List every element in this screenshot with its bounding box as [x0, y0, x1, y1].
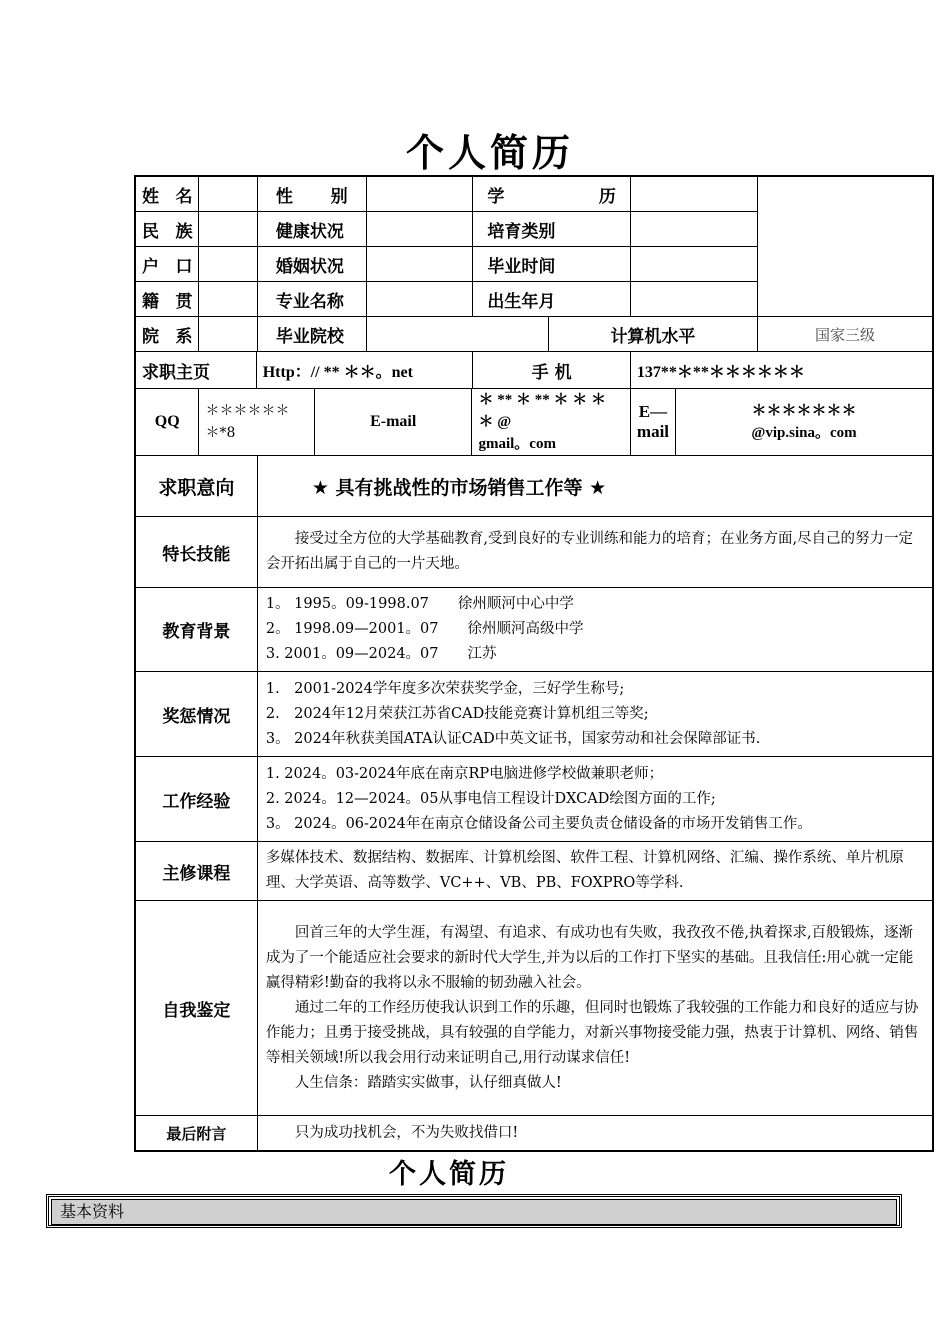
value-email2	[676, 389, 933, 456]
value-homepage: Http：// ** ＊＊。net	[256, 352, 473, 389]
education-line: 3. 2001。09—2024。07 江苏	[265, 646, 497, 662]
value-school	[366, 317, 548, 352]
label-homepage: 求职主页	[135, 352, 256, 389]
email2-line1: ＊＊＊＊＊＊＊	[751, 403, 857, 419]
label-education: 学 历	[473, 176, 631, 212]
value-dept	[199, 317, 257, 352]
value-marital	[366, 247, 473, 282]
resume-table	[134, 175, 934, 1152]
value-birth	[630, 282, 757, 317]
photo-box	[758, 176, 933, 317]
value-native	[199, 282, 257, 317]
label-health: 健康状况	[257, 212, 366, 247]
label-work: 工作经验	[135, 757, 257, 842]
label-awards: 奖惩情况	[135, 672, 257, 757]
value-email1	[472, 389, 630, 456]
work-line: 2. 2024。12—2024。05从事电信工程设计DXCAD绘图方面的工作;	[265, 790, 716, 807]
value-grad-time	[630, 247, 757, 282]
education-line: 1。 1995。09-1998.07 徐州顺河中心中学	[265, 596, 574, 612]
skills-cell	[257, 517, 933, 588]
value-education	[630, 176, 757, 212]
award-line: 1. 2001-2024学年度多次荣获奖学金，三好学生称号;	[265, 680, 625, 697]
email2-line2: @vip.sina。com	[751, 425, 857, 441]
work-line: 1. 2024。03-2024年底在南京RP电脑进修学校做兼职老师；	[265, 765, 664, 782]
skills-text: 接受过全方位的大学基础教育,受到良好的专业训练和能力的培育；在业务方面,尽自己的努力一定会开拓出属于自己的一片天地。	[265, 531, 914, 572]
label-grad-time: 毕业时间	[473, 247, 631, 282]
label-email2: E—mail	[630, 389, 675, 456]
awards-cell	[257, 672, 933, 757]
work-cell	[257, 757, 933, 842]
objective-text: ★ 具有挑战性的市场销售工作等 ★	[257, 456, 933, 517]
label-hukou: 户 口	[135, 247, 199, 282]
label-skills: 特长技能	[135, 517, 257, 588]
label-ethnicity: 民 族	[135, 212, 199, 247]
value-mobile: 137**＊**＊＊＊＊＊＊	[630, 352, 933, 389]
second-page-title: 个人简历	[389, 1159, 509, 1190]
education-cell	[257, 588, 933, 672]
self-cell	[257, 901, 933, 1116]
label-marital: 婚姻状况	[257, 247, 366, 282]
courses-text: 多媒体技术、数据结构、数据库、计算机绘图、软件工程、计算机网络、汇编、操作系统、单片机原理、大学英语、高等数学、VC++、VB、PB、FOXPRO等学科.	[265, 850, 904, 891]
label-courses: 主修课程	[135, 842, 257, 901]
award-line: 3。 2024年秋获美国ATA认证CAD中英文证书，国家劳动和社会保障部证书.	[265, 730, 761, 747]
value-gender	[366, 176, 473, 212]
label-name: 姓 名	[135, 176, 199, 212]
award-line: 2. 2024年12月荣获江苏省CAD技能竞赛计算机组三等奖;	[265, 705, 649, 722]
label-training: 培育类别	[473, 212, 631, 247]
label-email1: E-mail	[314, 389, 472, 456]
label-birth: 出生年月	[473, 282, 631, 317]
value-major	[366, 282, 473, 317]
label-dept: 院 系	[135, 317, 199, 352]
label-computer: 计算机水平	[548, 317, 757, 352]
closing-text: 只为成功找机会，不为失败找借口!	[294, 1124, 519, 1141]
qq-line2: ＊*8	[205, 425, 236, 441]
label-mobile: 手 机	[473, 352, 631, 389]
value-qq	[199, 389, 315, 456]
page-title: 个人简历	[405, 130, 574, 175]
email1-line2: gmail。com	[478, 436, 556, 452]
value-name	[199, 176, 257, 212]
value-health	[366, 212, 473, 247]
education-line: 2。 1998.09—2001。07 徐州顺河高级中学	[265, 621, 584, 637]
value-hukou	[199, 247, 257, 282]
work-line: 3。 2024。06-2024年在南京仓储设备公司主要负责仓储设备的市场开发销售工作。	[265, 815, 812, 832]
value-ethnicity	[199, 212, 257, 247]
value-computer-level: 国家三级	[758, 317, 933, 352]
label-major: 专业名称	[257, 282, 366, 317]
basic-info-header	[46, 1194, 902, 1228]
closing-cell	[257, 1116, 933, 1152]
self-paragraph: 人生信条：踏踏实实做事，认仔细真做人!	[294, 1074, 562, 1091]
label-education-bg: 教育背景	[135, 588, 257, 672]
label-qq: QQ	[135, 389, 199, 456]
value-training	[630, 212, 757, 247]
label-objective: 求职意向	[135, 456, 257, 517]
self-paragraph: 通过二年的工作经历使我认识到工作的乐趣，但同时也锻炼了我较强的工作能力和良好的适应与协作能力；且勇于接受挑战，具有较强的自学能力，对新兴事物接受能力强，热衷于计算机、网络、销售等相关领域!所以我会用行动来证明自己,用行动谋求信任!	[265, 999, 919, 1066]
email1-line1: ＊ ** ＊ ** ＊ ＊ ＊ ＊ @	[478, 392, 606, 430]
label-self: 自我鉴定	[135, 901, 257, 1116]
basic-info-label: 基本资料	[51, 1199, 897, 1225]
label-gender: 性 别	[257, 176, 366, 212]
self-paragraph: 回首三年的大学生涯，有渴望、有追求、有成功也有失败，我孜孜不倦,执着探求,百般锻炼，逐渐成为了一个能适应社会要求的新时代大学生,并为以后的工作打下坚实的基础。且我信任:用心就一定能赢得精彩!勤奋的我将以永不服输的韧劲融入社会。	[265, 924, 914, 991]
qq-line1: ＊＊＊＊＊＊	[205, 403, 290, 419]
label-school: 毕业院校	[257, 317, 366, 352]
label-native: 籍 贯	[135, 282, 199, 317]
courses-cell	[257, 842, 933, 901]
label-closing: 最后附言	[135, 1116, 257, 1152]
